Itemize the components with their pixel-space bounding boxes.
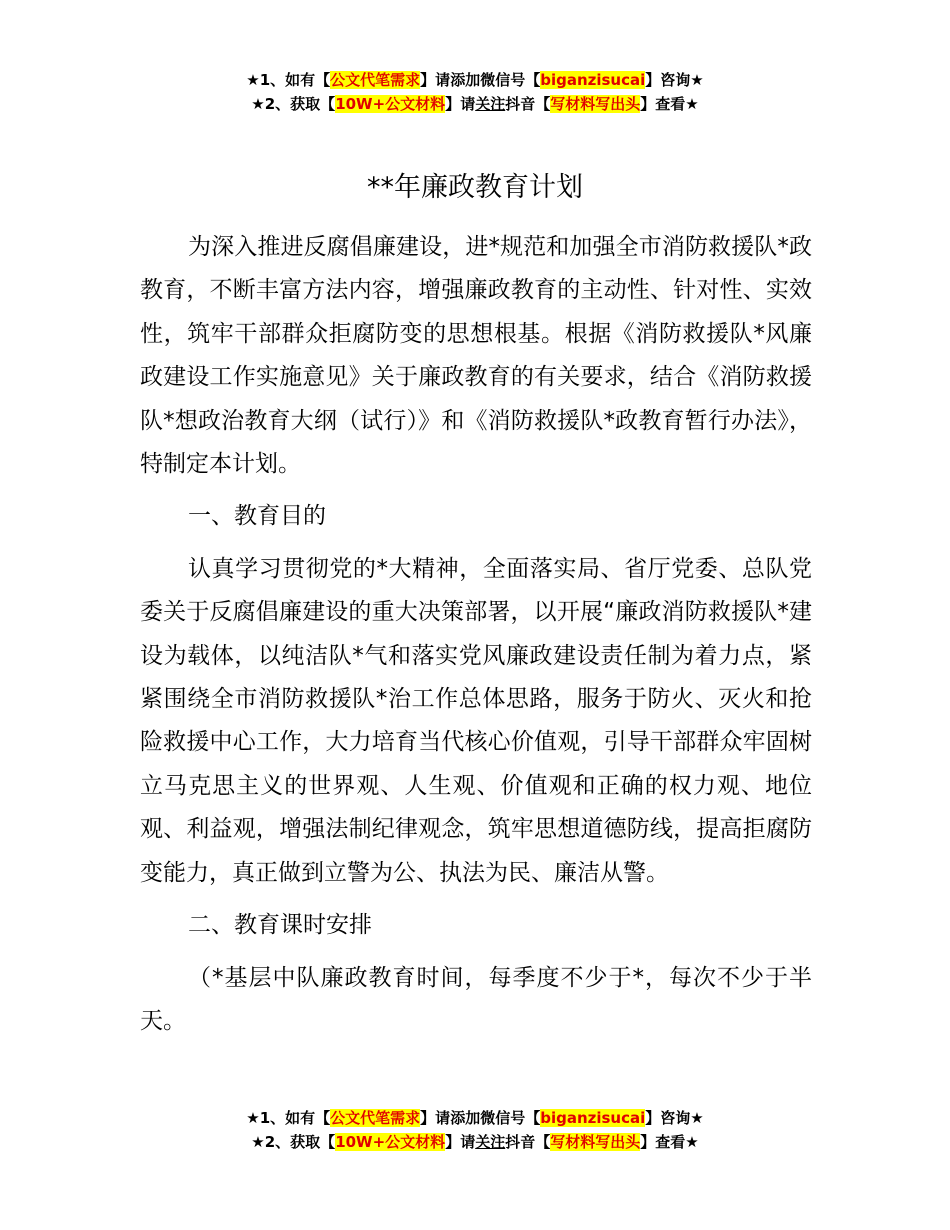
paragraph-goals: 认真学习贯彻党的*大精神，全面落实局、省厅党委、总队党委关于反腐倡廉建设的重大决策部署，以开展“廉政消防救援队*建设为载体，以纯洁队*气和落实党风廉政建设责任制为着力点，紧紧围绕全市消防救援队*治工作总体思路，服务于防火、灭火和抢险救援中心工作，大力培育当代核心价值观，引导干部群众牢固树立马克思主义的世界观、人生观、价值观和正确的权力观、地位观、利益观，增强法制纪律观念，筑牢思想道德防线，提高拒腐防变能力，真正做到立警为公、执法为民、廉洁从警。 <box>140 555 812 886</box>
banner-highlight: biganzisucai <box>540 71 646 89</box>
banner-highlight: 公文代笔需求 <box>330 1109 421 1127</box>
section-heading-1: 一、教育目的 <box>188 503 326 530</box>
document-title: **年廉政教育计划 <box>367 172 583 203</box>
paragraph-schedule: （*基层中队廉政教育时间，每季度不少于*，每次不少于半天。 <box>140 964 812 1034</box>
footer-banner <box>0 1106 950 1154</box>
banner-highlight: biganzisucai <box>540 1109 646 1127</box>
banner-highlight: 10W+公文材料 <box>335 1133 446 1151</box>
banner-highlight: 写材料写出头 <box>550 1133 641 1151</box>
header-banner <box>0 68 950 116</box>
section-heading-2: 二、教育课时安排 <box>188 912 372 939</box>
paragraph-intro: 为深入推进反腐倡廉建设，进*规范和加强全市消防救援队*政教育，不断丰富方法内容，增强廉政教育的主动性、针对性、实效性，筑牢干部群众拒腐防变的思想根基。根据《消防救援队*风廉政建设工作实施意见》关于廉政教育的有关要求，结合《消防救援队*想政治教育大纲（试行）》和《消防救援队*政教育暂行办法》，特制定本计划。 <box>140 234 812 478</box>
banner-highlight: 写材料写出头 <box>550 95 641 113</box>
banner-line-1: ★1、如有【公文代笔需求】请添加微信号【biganzisucai】咨询★ <box>246 71 704 89</box>
banner-line-2: ★2、获取【10W+公文材料】请关注抖音【写材料写出头】查看★ <box>251 1133 699 1151</box>
banner-highlight: 公文代笔需求 <box>330 71 421 89</box>
banner-line-2: ★2、获取【10W+公文材料】请关注抖音【写材料写出头】查看★ <box>251 95 699 113</box>
banner-line-1: ★1、如有【公文代笔需求】请添加微信号【biganzisucai】咨询★ <box>246 1109 704 1127</box>
document-body <box>140 226 812 1052</box>
banner-highlight: 10W+公文材料 <box>335 95 446 113</box>
